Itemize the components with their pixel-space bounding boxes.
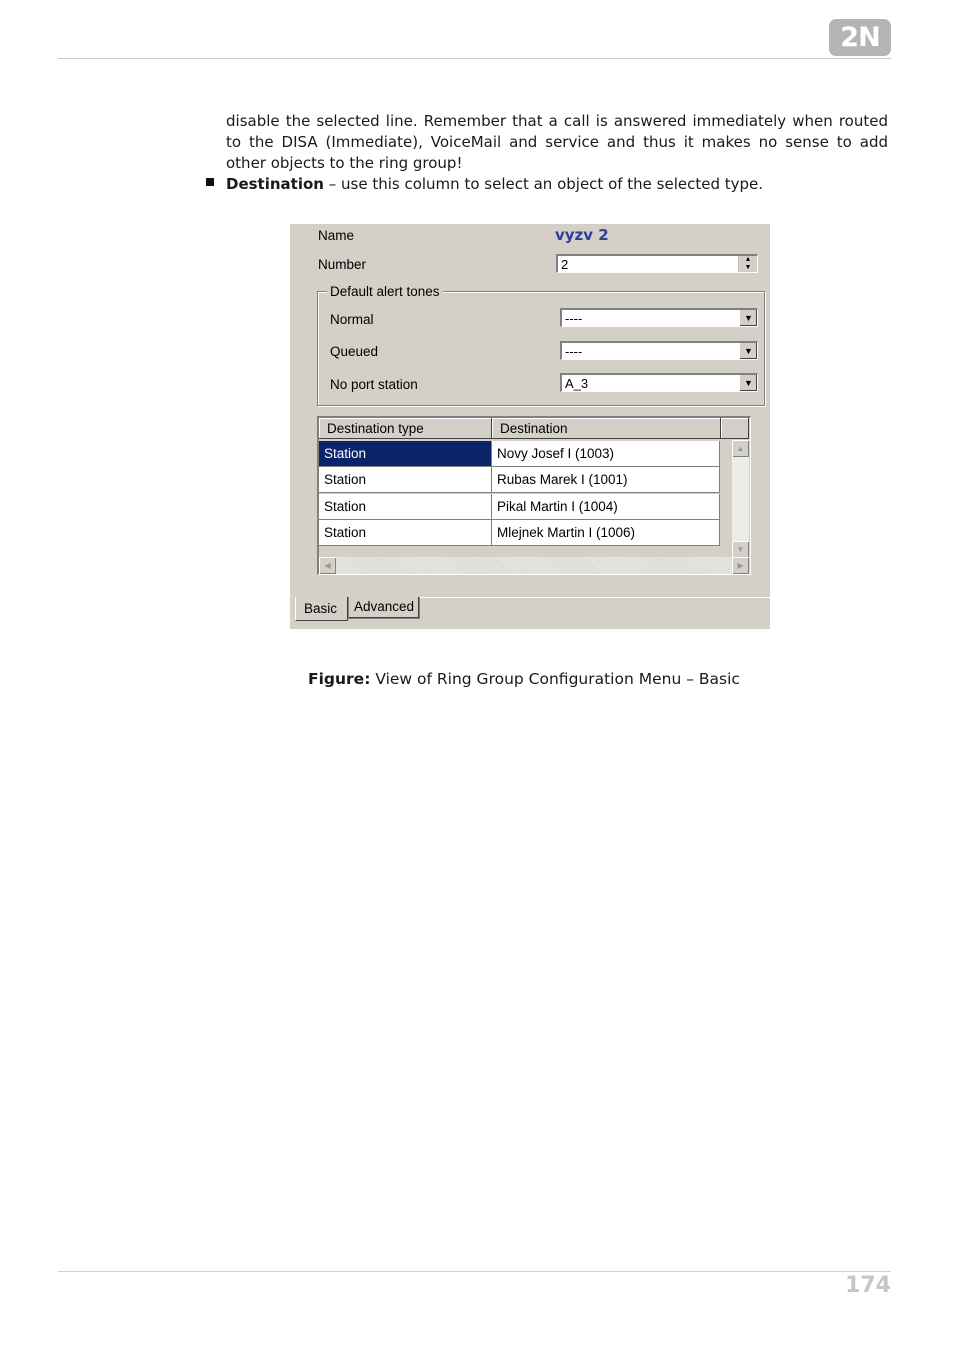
noport-label: No port station bbox=[330, 377, 418, 392]
bullet-square-icon bbox=[206, 178, 214, 186]
destinations-table bbox=[317, 416, 751, 575]
body-paragraph: disable the selected line. Remember that a call is answered immediately when routed to the DISA (Immediate), VoiceMail and service and thus it makes no sense to add other objects to the ring group! bbox=[226, 112, 888, 172]
footer-divider bbox=[58, 1271, 891, 1272]
table-cell[interactable]: Station bbox=[319, 467, 492, 493]
number-label: Number bbox=[318, 257, 367, 272]
table-cell[interactable]: Station bbox=[319, 494, 492, 520]
header-divider bbox=[58, 58, 891, 59]
horizontal-scrollbar[interactable] bbox=[319, 557, 749, 574]
scroll-down-icon[interactable]: ▼ bbox=[732, 541, 749, 558]
company-logo: 2N bbox=[829, 19, 891, 56]
tab-basic[interactable]: Basic bbox=[295, 597, 348, 621]
table-cell[interactable]: Rubas Marek I (1001) bbox=[492, 467, 720, 493]
col-header-spacer bbox=[721, 418, 749, 439]
normal-select[interactable] bbox=[560, 308, 758, 327]
ring-group-config-screenshot bbox=[290, 224, 770, 629]
bullet-term: Destination bbox=[226, 175, 324, 193]
table-cell[interactable]: Pikal Martin I (1004) bbox=[492, 494, 720, 520]
tab-advanced[interactable]: Advanced bbox=[348, 597, 420, 619]
noport-value: A_3 bbox=[565, 376, 589, 391]
name-value: vyzv 2 bbox=[555, 226, 609, 244]
table-cell[interactable]: Station bbox=[319, 520, 492, 546]
group-title: Default alert tones bbox=[327, 284, 443, 299]
chevron-down-icon[interactable]: ▼ bbox=[739, 375, 757, 391]
caption-label: Figure: bbox=[308, 670, 371, 688]
number-spin-field[interactable] bbox=[556, 254, 758, 273]
table-cell[interactable]: Novy Josef I (1003) bbox=[492, 441, 720, 467]
noport-select[interactable] bbox=[560, 373, 758, 392]
table-cell[interactable]: Mlejnek Martin I (1006) bbox=[492, 520, 720, 546]
name-label: Name bbox=[318, 228, 355, 243]
number-value: 2 bbox=[561, 257, 569, 272]
queued-label: Queued bbox=[330, 344, 379, 359]
caption-text: View of Ring Group Configuration Menu – Basic bbox=[370, 670, 740, 688]
bullet-text: – use this column to select an object of the selected type. bbox=[323, 175, 764, 193]
page-number: 174 bbox=[845, 1273, 891, 1298]
table-cell[interactable]: Station bbox=[319, 441, 492, 467]
normal-value: ---- bbox=[565, 311, 583, 326]
figure-caption bbox=[308, 668, 740, 690]
chevron-down-icon[interactable]: ▼ bbox=[739, 343, 757, 359]
col-header-destination-type[interactable]: Destination type bbox=[319, 418, 492, 439]
scroll-left-icon[interactable]: ◀ bbox=[319, 557, 336, 574]
normal-label: Normal bbox=[330, 312, 374, 327]
bullet-item-destination bbox=[226, 174, 888, 195]
scroll-up-icon[interactable]: ▲ bbox=[732, 440, 749, 457]
chevron-down-icon[interactable]: ▼ bbox=[739, 310, 757, 326]
col-header-destination[interactable]: Destination bbox=[492, 418, 721, 439]
scroll-right-icon[interactable]: ▶ bbox=[732, 557, 749, 574]
queued-select[interactable] bbox=[560, 341, 758, 360]
spin-arrows-icon[interactable]: ▲ ▼ bbox=[738, 256, 757, 272]
queued-value: ---- bbox=[565, 344, 583, 359]
vertical-scrollbar[interactable] bbox=[732, 440, 749, 558]
